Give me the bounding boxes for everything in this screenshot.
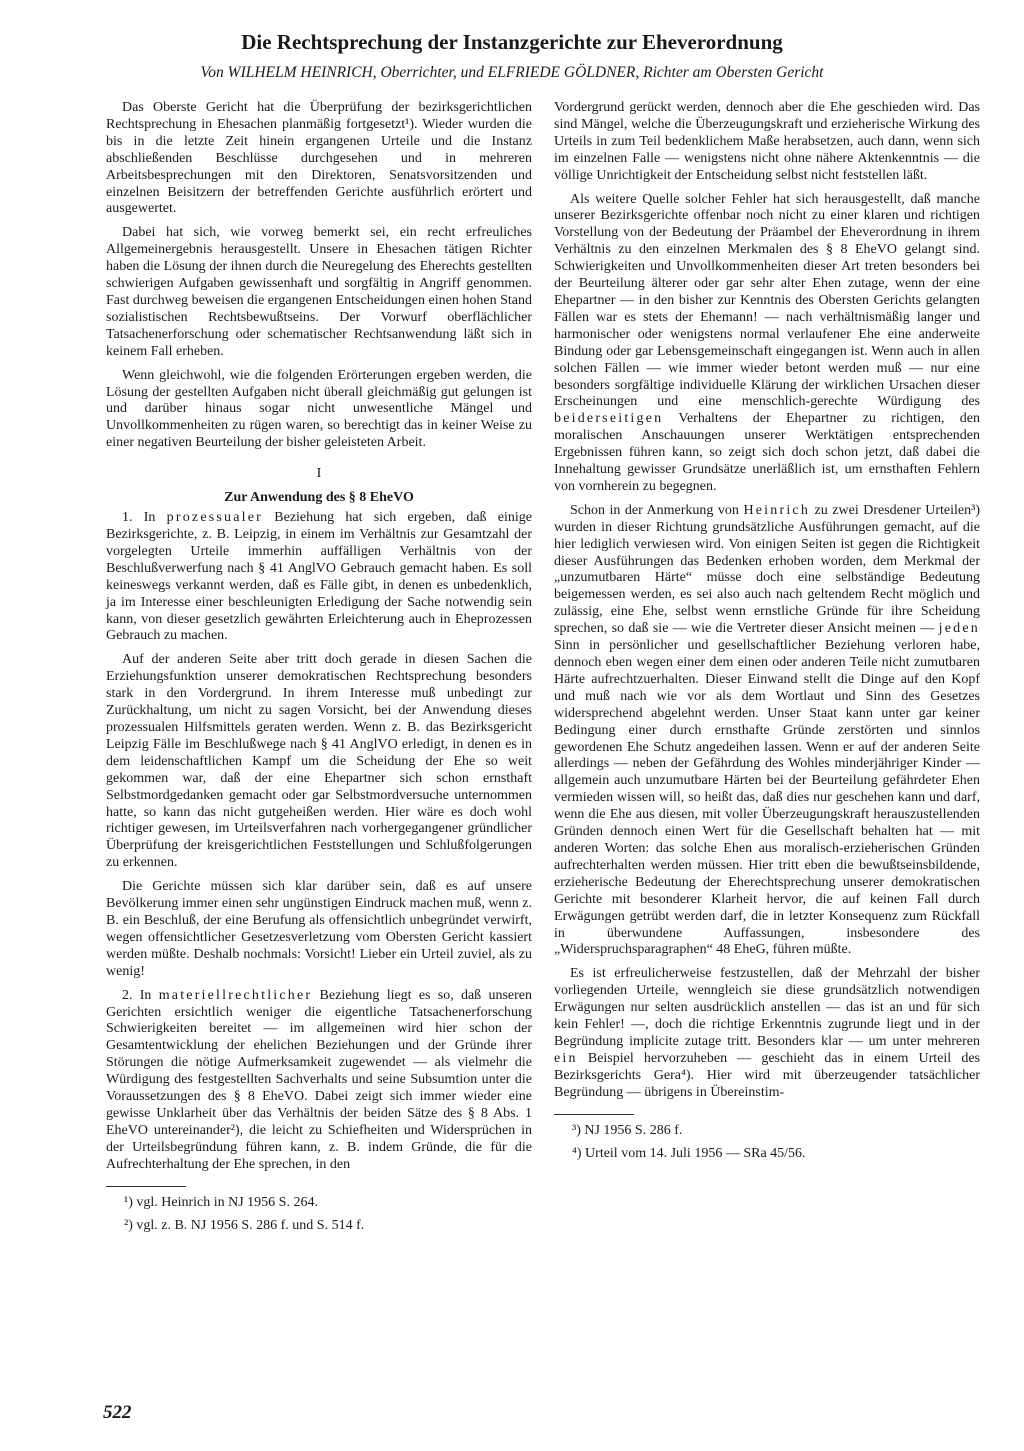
- paragraph-text: 2. In: [122, 987, 159, 1003]
- paragraph-text: Beziehung hat sich ergeben, daß einige Bezirksgerichte, z. B. Leipzig, in einem im Verhältnis zur Gesamtzahl der vorgelegten Urteile immerhin auffälligen Verhältnis von der Beschlußverwerfung nach § 41 AnglVO Gebrauch gemacht haben. Es soll keineswegs verkannt werden, daß es Fälle gibt, in denen es unbedenklich, ja im Interesse einer beschleunigten Erledigung der Sache notwendig sein kann, von dieser gesetzlich gewährten Erleichterung auch in Eheprozessen Gebrauch zu machen.: [106, 510, 532, 644]
- paragraph-text: zu zwei Dresdener Urteilen³) wurden in dieser Richtung grundsätzliche Ausführungen gemacht, auf die hier lediglich verwiesen wird. Von einigen Seiten ist gegen die Richtigkeit dieser Ausführungen das Bedenken erhoben worden, dem Merkmal der „unzumutbaren Härte“ müsse doch eine selbständige Bedeutung beigemessen werden, es sei also auch nach geltendem Recht möglich und zulässig, eine Ehe, selbst wenn ernstliche Gründe für ihre Scheidung sprechen, so daß sie — wie die Vertreter dieser Ansicht meinen —: [554, 502, 980, 637]
- article-title: Die Rechtsprechung der Instanzgerichte zur Eheverordnung: [241, 30, 783, 54]
- paragraph-text: Als weitere Quelle solcher Fehler hat sich herausgestellt, daß manche unserer Bezirksgerichte offenbar noch nicht zu einer klaren und richtigen Vorstellung von der Bedeutung der Präambel der Eheverordnung in ihrem Verhältnis zu den einzelnen Merkmalen des § 8 EheVO gelangt sind. Schwierigkeiten und Unvollkommenheiten dieser Art treten besonders bei der Beurteilung älterer oder gar sehr alter Ehen zutage, wenn der eine Ehepartner — in den bisher zur Kenntnis des Obersten Gerichts gelangten Fällen war es stets der Ehemann! — nach verhältnismäßig langer und harmonischer oder wenigstens normal verlaufener Ehe eine anderweite Bindung oder gar Lebensgemeinschaft eingegangen ist. Wenn auch in allen solchen Fällen — wie immer wieder betont werden muß — nur eine besonders sorgfältige individuelle Klärung der wirklichen Ursachen dieser Erscheinungen und eine menschlich-gerechte Würdigung des: [554, 191, 980, 410]
- paragraph: [106, 988, 532, 1174]
- paragraph-text: Beispiel hervorzuheben — geschieht das in einem Urteil des Bezirksgerichts Gera⁴). Hier wird mit überzeugender tatsächlicher Begründung — übrigens in Übereinstim-: [554, 1050, 980, 1100]
- footnote-divider: [106, 1186, 186, 1187]
- spaced-emphasis: Heinrich: [743, 502, 811, 518]
- footnote: ¹) vgl. Heinrich in NJ 1956 S. 264.: [124, 1194, 318, 1210]
- paragraph: Dabei hat sich, wie vorweg bemerkt sei, ein recht erfreuliches Allgemeinergebnis herausgestellt. Unsere in Ehesachen tätigen Richter haben die Lösung der ihnen durch die Neuregelung des Eherechts gestellten schwierigen Aufgaben gewissenhaft und sorgfältig in Angriff genommen. Fast durchweg beweisen die ergangenen Entscheidungen einen hohen Stand sozialistischen Rechtsbewußtseins. Der Vorwurf oberflächlicher Tatsachenerforschung oder schematischer Rechtsanwendung läßt sich in keinem Fall erheben.: [106, 225, 532, 359]
- footnote: ²) vgl. z. B. NJ 1956 S. 286 f. und S. 514 f.: [124, 1218, 365, 1234]
- spaced-emphasis: beiderseitigen: [554, 411, 664, 427]
- paragraph-text: 1. In: [122, 510, 167, 526]
- article-byline: Von WILHELM HEINRICH, Oberrichter, und ELFRIEDE GÖLDNER, Richter am Obersten Gericht: [200, 64, 824, 81]
- paragraph-text: Sinn in persönlicher und gesellschaftlicher Beziehung verloren habe, dennoch eben wegen einer dem einen oder anderen Teile nicht zumutbaren Härte aufrechtzuerhalten. Dieser Einwand stellt die Dinge auf den Kopf und muß nach wie vor als dem Wortlaut und Sinn des Gesetzes widersprechend abgelehnt werden. Unser Staat kann unter gar keiner Bedingung einer durch ernsthafte Gründe zerstörten und sinnlos gewordenen Ehe Schutz angedeihen lassen. Wenn er auf der anderen Seite allerdings — neben der Gefährdung des Wohles minderjähriger Kinder — allgemein auch unzumutbare Härten bei der Beurteilung gefährdeter Ehen vermieden wissen will, so heißt das, daß dies nur geschehen kann und darf, wenn die Ehe aus diesen, mit voller Überzeugungskraft herauszustellenden Gründen dennoch einen Wert für die Gesellschaft behalten hat — mit anderen Worten: das solche Ehen aus moralisch-erzieherischen Gründen aufrechterhalten werden müssen. Hier tritt eben die bewußtseinsbildende, erzieherische Bedeutung der Eherechtsprechung unserer demokratischen Gerichte mit besonderer Klarheit hervor, die auf keinen Fall durch Erwägungen getrübt werden darf, die in letzter Konsequenz zum Rückfall in überwundene Auffassungen, insbesondere des „Widerspruchsparagraphen“ 48 EheG, führen müßte.: [554, 638, 980, 958]
- paragraph: Die Gerichte müssen sich klar darüber sein, daß es auf unsere Bevölkerung immer einen sehr ungünstigen Eindruck machen muß, wenn z. B. ein Beschluß, der eine Berufung als offensichtlich unbegründet verwirft, wegen offensichtlicher Gesetzesverletzung vom Obersten Gericht kassiert werden müßte. Deshalb nochmals: Vorsicht! Lieber ein Urteil zuviel, als zu wenig!: [106, 879, 532, 979]
- paragraph: [554, 192, 980, 496]
- page-number: 522: [103, 1402, 132, 1423]
- paragraph-text: Beziehung liegt es so, daß unseren Gerichten ersichtlich weniger die eigentliche Tatsachenerforschung Schwierigkeiten bereitet — im allgemeinen wird hier schon der Gesamtentwicklung der ehelichen Beziehungen und der Gründe ihrer Störungen die nötige Aufmerksamkeit zugewendet — als vielmehr die Würdigung des festgestellten Sachverhalts und seine Subsumtion unter die Voraussetzungen des § 8 EheVO. Dabei zeigt sich immer wieder eine gewisse Unklarheit über das Verhältnis der beiden Sätze des § 8 Abs. 1 EheVO untereinander²), die leicht zu Schiefheiten und Widersprüchen in der Urteilsbegründung führen kann, z. B. indem Gründe, die für die Aufrechterhaltung der Ehe sprechen, in den: [106, 987, 532, 1172]
- paragraph: Vordergrund gerückt werden, dennoch aber die Ehe geschieden wird. Das sind Mängel, welche die Überzeugungskraft und erzieherische Wirkung des Urteils in zum Teil bedenklichem Maße herabsetzen, auch dann, wenn sich im einzelnen Falle — wenigstens nicht ohne nähere Aktenkenntnis — die völlige Unrichtigkeit der Entscheidung selbst nicht feststellen läßt.: [554, 100, 980, 183]
- paragraph: Auf der anderen Seite aber tritt doch gerade in diesen Sachen die Erziehungsfunktion unserer demokratischen Rechtsprechung besonders stark in den Vordergrund. In ihrem Interesse muß unbedingt zur Zurückhaltung, um nicht zu sagen Vorsicht, bei der Anwendung dieses prozessualen Hilfsmittels geraten werden. Wenn z. B. das Bezirksgericht Leipzig Fälle im Beschlußwege nach § 41 AnglVO erledigt, in denen es in dem leidenschaftlichen Kampf um die Scheidung der Ehe so weit gekommen war, daß der eine Ehepartner sich schon ernsthaft Selbstmordgedanken gemacht oder gar Selbstmordversuche unternommen hatte, so kann das nicht gutgeheißen werden. Hier wäre es doch wohl richtiger gewesen, im Urteilsverfahren nach vorhergegangener gründlicher Überprüfung der kreisgerichtlichen Feststellungen und Schlußfolgerungen zu erkennen.: [106, 652, 532, 871]
- spaced-emphasis: jeden: [938, 621, 980, 637]
- footnotes: [554, 1123, 980, 1164]
- footnote: ³) NJ 1956 S. 286 f.: [572, 1122, 683, 1138]
- paragraph: [554, 503, 980, 959]
- paragraph-text: Verhaltens der Ehepartner zu richtigen, den moralischen Anschauungen unserer Werktätigen entsprechenden Ergebnissen führen kann, so zeigt sich doch schon jetzt, daß dabei die Innehaltung gewisser Grundsätze unerläßlich ist, um ernsthaften Fehlern von vornherein zu begegnen.: [554, 411, 980, 494]
- footnote-divider: [554, 1114, 634, 1115]
- right-column: [554, 100, 980, 1170]
- footnotes: [106, 1195, 532, 1236]
- paragraph: [106, 510, 532, 645]
- spaced-emphasis: materiellrechtlicher: [158, 987, 313, 1003]
- footnote: ⁴) Urteil vom 14. Juli 1956 — SRa 45/56.: [572, 1146, 806, 1162]
- paragraph: Das Oberste Gericht hat die Überprüfung der bezirksgerichtlichen Rechtsprechung in Ehesachen planmäßig fortgesetzt¹). Wieder wurden die bis in die letzte Zeit hinein ergangenen Urteile und die Instanz abschließenden Beschlüsse durchgesehen und in mehreren Arbeitsbesprechungen mit den Direktoren, Senatsvorsitzenden und einzelnen Beisitzern der betreffenden Gerichte ausführlich erörtert und ausgewertet.: [106, 100, 532, 217]
- section-heading: Zur Anwendung des § 8 EheVO: [224, 490, 414, 506]
- spaced-emphasis: prozessualer: [166, 510, 264, 526]
- left-column: [106, 100, 532, 1242]
- spaced-emphasis: ein: [554, 1050, 578, 1066]
- paragraph: Wenn gleichwohl, wie die folgenden Erörterungen ergeben werden, die Lösung der gestellten Aufgaben nicht überall gleichmäßig gut gelungen ist und darüber hinaus sogar nicht unwesentliche Mängel und Unvollkommenheiten zu rügen waren, so berechtigt das in keiner Weise zu einer negativen Beurteilung der bisher geleisteten Arbeit.: [106, 367, 532, 451]
- paragraph-text: Schon in der Anmerkung von: [570, 502, 744, 518]
- paragraph: [554, 966, 980, 1101]
- paragraph-text: Es ist erfreulicherweise festzustellen, daß der Mehrzahl der bisher vorliegenden Urteile, wenngleich sie diese grundsätzlich notwendigen Erwägungen nur selten ausdrücklich anstellen — das ist an und für sich kein Fehler! —, doch die richtige Erkenntnis zugrunde liegt und in der Begründung implicite zutage tritt. Besonders klar — um unter mehreren: [554, 966, 980, 1049]
- section-number: I: [316, 466, 322, 482]
